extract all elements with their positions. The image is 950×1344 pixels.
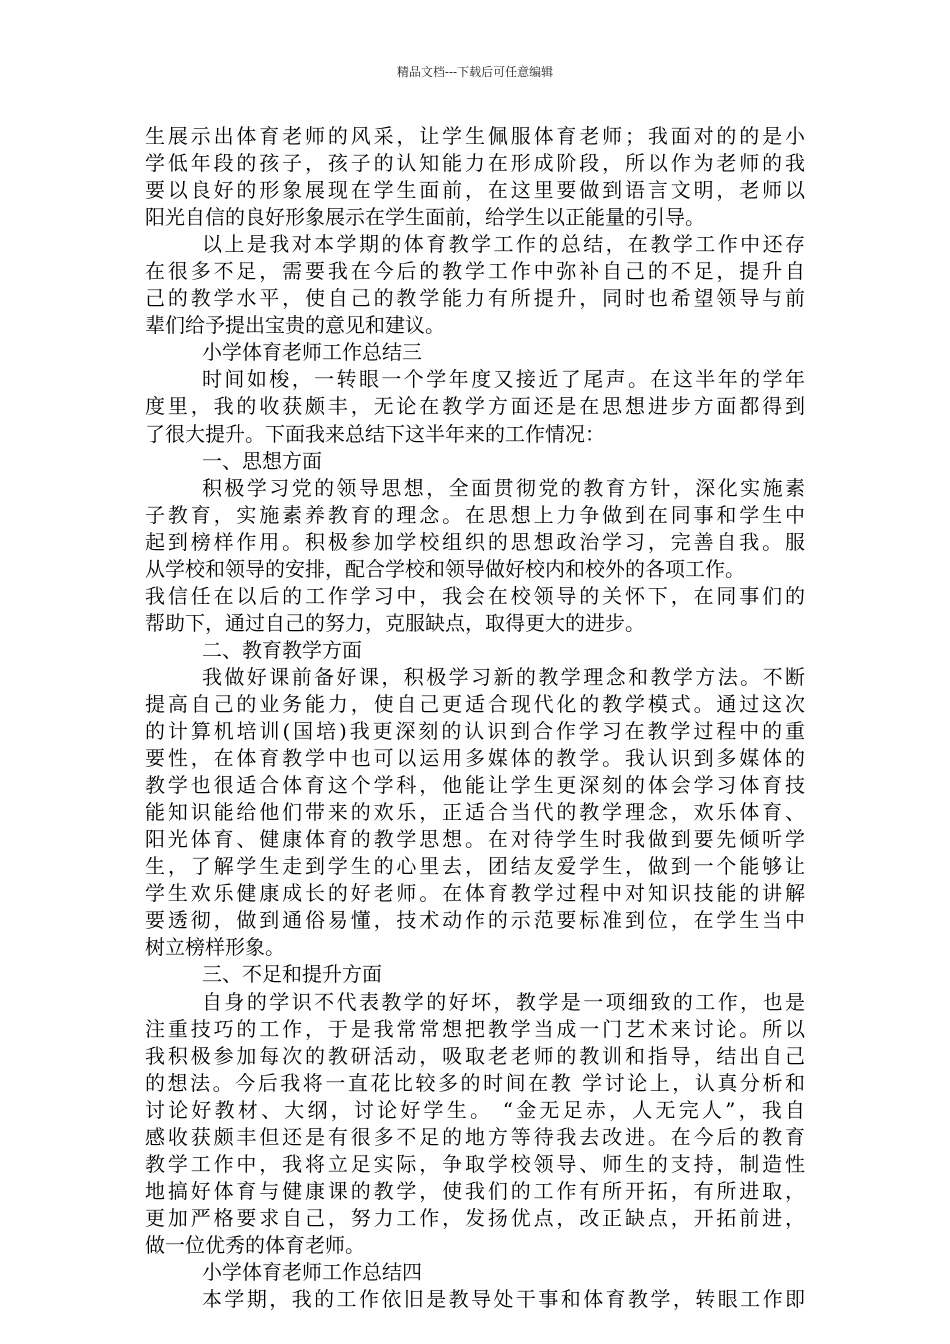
- text-line: 学低年段的孩子，孩子的认知能力在形成阶段，所以作为老师的我: [145, 151, 805, 176]
- text-line: 要以良好的形象展现在学生面前，在这里要做到语言文明，老师以: [145, 178, 805, 203]
- text-line: 阳光自信的良好形象展示在学生面前，给学生以正能量的引导。: [145, 205, 705, 230]
- text-line: 辈们给予提出宝贵的意见和建议。: [145, 313, 445, 338]
- text-line: 树立榜样形象。: [145, 935, 285, 960]
- text-line: 学生欢乐健康成长的好老师。在体育教学过程中对知识技能的讲解: [145, 881, 805, 906]
- text-line: 讨论好教材、大纲，讨论好学生。 “金无足赤，人无完人”，我自: [145, 1097, 805, 1122]
- text-line: 提高自己的业务能力，使自己更适合现代化的教学模式。通过这次: [145, 691, 805, 716]
- text-line: 我积极参加每次的教研活动，吸取老老师的教训和指导，结出自己: [145, 1043, 805, 1068]
- page-header: 精品文档---下载后可任意编辑: [396, 65, 554, 79]
- text-line: 做一位优秀的体育老师。: [145, 1232, 365, 1257]
- text-line: 注重技巧的工作，于是我常常想把教学当成一门艺术来讨论。所以: [145, 1016, 805, 1041]
- text-line: 小学体育老师工作总结四: [202, 1259, 422, 1284]
- text-line: 的计算机培训(国培)我更深刻的认识到合作学习在教学过程中的重: [145, 719, 805, 744]
- text-line: 我信任在以后的工作学习中，我会在校领导的关怀下，在同事们的: [145, 583, 805, 608]
- text-line: 一、思想方面: [202, 448, 322, 473]
- text-line: 二、教育教学方面: [202, 637, 362, 662]
- text-line: 的想法。今后我将一直花比较多的时间在教 学讨论上，认真分析和: [145, 1070, 805, 1095]
- text-line: 教学工作中，我将立足实际，争取学校领导、师生的支持，制造性: [145, 1151, 805, 1176]
- text-line: 感收获颇丰但还是有很多不足的地方等待我去改进。在今后的教育: [145, 1124, 805, 1149]
- document-body: [145, 123, 805, 1313]
- text-line: 自身的学识不代表教学的好坏，教学是一项细致的工作，也是: [202, 989, 805, 1014]
- text-line: 三、不足和提升方面: [202, 962, 382, 987]
- text-line: 要性，在体育教学中也可以运用多媒体的教学。我认识到多媒体的: [145, 746, 805, 771]
- text-line: 教学也很适合体育这个学科，他能让学生更深刻的体会学习体育技: [145, 773, 805, 798]
- text-line: 能知识能给他们带来的欢乐，正适合当代的教学理念，欢乐体育、: [145, 800, 805, 825]
- text-line: 了很大提升。下面我来总结下这半年来的工作情况：: [145, 421, 605, 446]
- text-line: 己的教学水平，使自己的教学能力有所提升，同时也希望领导与前: [145, 286, 805, 311]
- text-line: 生展示出体育老师的风采，让学生佩服体育老师；我面对的的是小: [145, 124, 805, 148]
- text-line: 帮助下，通过自己的努力，克服缺点，取得更大的进步。: [145, 610, 645, 635]
- text-line: 以上是我对本学期的体育教学工作的总结，在教学工作中还存: [202, 232, 805, 257]
- text-line: 生，了解学生走到学生的心里去，团结友爱学生，做到一个能够让: [145, 854, 805, 879]
- text-line: 地搞好体育与健康课的教学，使我们的工作有所开拓，有所进取，: [145, 1178, 805, 1203]
- text-line: 小学体育老师工作总结三: [202, 340, 422, 365]
- text-line: 在很多不足，需要我在今后的教学工作中弥补自己的不足，提升自: [145, 259, 805, 284]
- text-line: 本学期，我的工作依旧是教导处干事和体育教学，转眼工作即: [202, 1287, 805, 1312]
- text-line: 更加严格要求自己，努力工作，发扬优点，改正缺点，开拓前进，: [145, 1205, 805, 1230]
- text-line: 起到榜样作用。积极参加学校组织的思想政治学习，完善自我。服: [145, 529, 805, 554]
- text-line: 要透彻，做到通俗易懂，技术动作的示范要标准到位，在学生当中: [145, 908, 805, 933]
- text-line: 从学校和领导的安排，配合学校和领导做好校内和校外的各项工作。: [145, 556, 745, 581]
- text-line: 我做好课前备好课，积极学习新的教学理念和教学方法。不断: [202, 664, 805, 689]
- text-line: 积极学习党的领导思想，全面贯彻党的教育方针，深化实施素: [202, 475, 805, 500]
- text-line: 子教育，实施素养教育的理念。在思想上力争做到在同事和学生中: [145, 502, 805, 527]
- text-line: 时间如梭，一转眼一个学年度又接近了尾声。在这半年的学年: [202, 367, 805, 392]
- text-line: 度里，我的收获颇丰，无论在教学方面还是在思想进步方面都得到: [145, 394, 805, 419]
- text-line: 阳光体育、健康体育的教学思想。在对待学生时我做到要先倾听学: [145, 827, 805, 852]
